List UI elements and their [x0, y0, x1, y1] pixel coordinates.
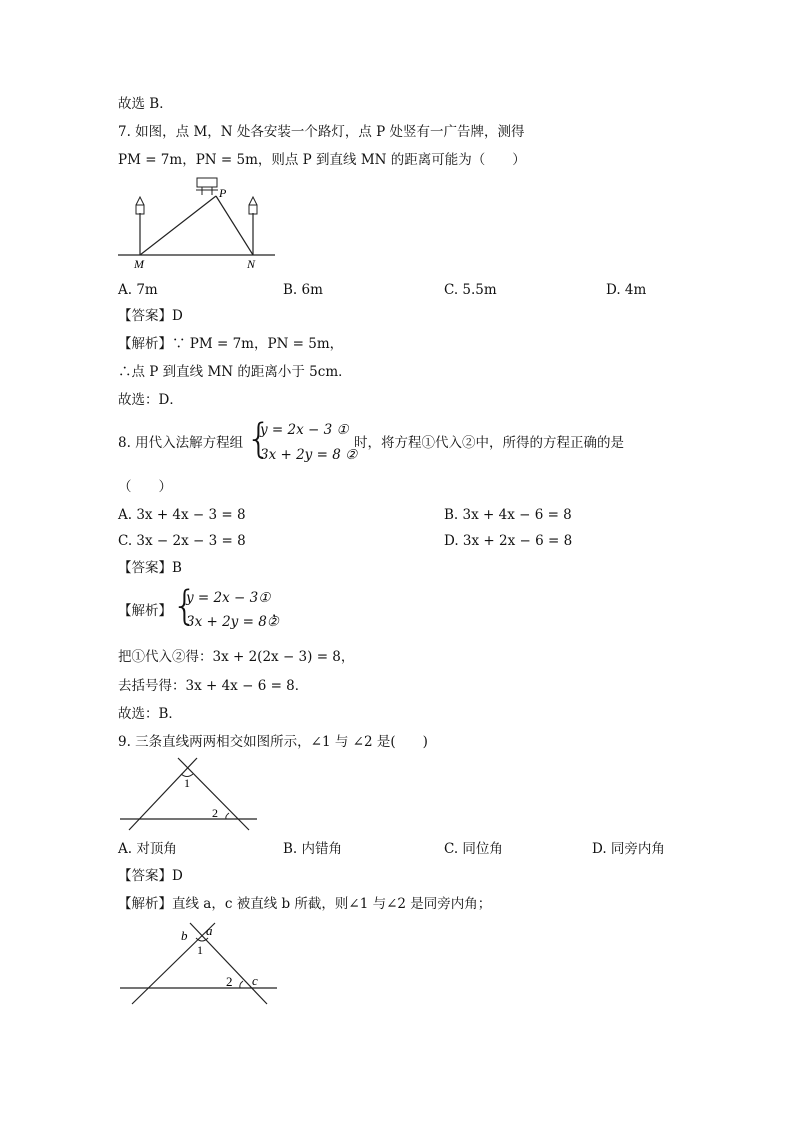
q9-analysis: 【解析】直线 a，c 被直线 b 所截，则∠1 与∠2 是同旁内角；	[118, 896, 492, 912]
q7-stem-line2: PM = 7m，PN = 5m，则点 P 到直线 MN 的距离可能为（ ）	[118, 152, 526, 168]
q8-analysis-prefix: 【解析】	[118, 603, 172, 619]
q8-option-a: A. 3x + 4x − 3 = 8	[118, 507, 246, 523]
q7-analysis-line2: ∴点 P 到直线 MN 的距离小于 5cm．	[118, 364, 352, 380]
q7-stem-line1: 7. 如图，点 M，N 处各安装一个路灯，点 P 处竖有一广告牌，测得	[118, 124, 525, 140]
angle-2-label: 2	[212, 806, 218, 820]
q8-option-c: C. 3x − 2x − 3 = 8	[118, 533, 246, 549]
q9-answer: 【答案】D	[118, 868, 183, 884]
q8-option-d: D. 3x + 2x − 6 = 8	[444, 533, 573, 549]
line-c-label: c	[252, 973, 258, 988]
q8-stem-suffix: 时，将方程①代入②中，所得的方程正确的是	[354, 435, 624, 451]
q7-analysis-line1: 【解析】∵ PM = 7m，PN = 5m，	[118, 336, 344, 352]
q8-answer: 【答案】B	[118, 560, 182, 576]
q7-answer: 【答案】D	[118, 308, 183, 324]
label-n: N	[247, 257, 256, 270]
angle-1-label: 1	[197, 943, 203, 957]
line-b-label: b	[181, 928, 188, 943]
q8-system-brace: {	[246, 416, 272, 462]
q7-figure	[115, 175, 280, 270]
angle-2-label: 2	[226, 974, 233, 989]
q8-stem-prefix: 8. 用代入法解方程组	[118, 435, 244, 451]
q8-step-2: 去括号得：3x + 4x − 6 = 8．	[118, 678, 309, 694]
q9-option-b: B. 内错角	[283, 841, 343, 857]
q9-analysis-figure	[115, 918, 285, 1008]
q9-option-a: A. 对顶角	[118, 841, 177, 857]
label-p: P	[219, 186, 227, 200]
q8-conclusion: 故选：B．	[118, 706, 182, 722]
q8-analysis-comma: ，	[272, 604, 286, 620]
q8-equation-2: 3x + 2y = 8 ②	[260, 447, 358, 463]
q8-analysis-eq1: y = 2x − 3①	[186, 590, 271, 606]
q8-equation-1: y = 2x − 3 ①	[260, 422, 349, 438]
prev-conclusion: 故选 B．	[118, 96, 173, 112]
q7-option-d: D. 4m	[606, 282, 647, 298]
q9-option-c: C. 同位角	[444, 841, 503, 857]
q8-paren: （ ）	[118, 479, 172, 495]
q7-conclusion: 故选：D．	[118, 392, 183, 408]
q8-step-1: 把①代入②得：3x + 2(2x − 3) = 8，	[118, 649, 355, 665]
q9-stem: 9. 三条直线两两相交如图所示，∠1 与 ∠2 是( )	[118, 734, 428, 750]
q8-analysis-eq2: 3x + 2y = 8②	[186, 614, 279, 630]
q8-analysis-brace: {	[172, 583, 198, 629]
angle-1-label: 1	[184, 776, 190, 790]
q9-figure	[115, 755, 265, 833]
q7-option-b: B. 6m	[283, 282, 323, 298]
q7-option-a: A. 7m	[118, 282, 158, 298]
line-a-label: a	[206, 923, 213, 938]
q9-option-d: D. 同旁内角	[592, 841, 665, 857]
label-m: M	[134, 257, 144, 270]
q7-option-c: C. 5.5m	[444, 282, 497, 298]
q8-option-b: B. 3x + 4x − 6 = 8	[444, 507, 572, 523]
